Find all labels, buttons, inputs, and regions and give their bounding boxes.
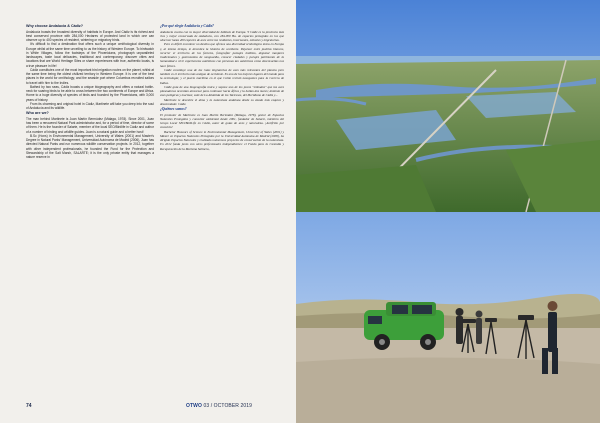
heading-why-choose: Why choose Andalucia & Cádiz? xyxy=(26,24,84,28)
english-paragraph: The man behind Martinete is Juan Martín Bermúdez (Málaga, 1978). Since 2001, Juan has been a renowned Natural Park administrator and, for a period of time, director of some of them. He is the founder of Salarte, member of the local SEO/Birdlife in Cádiz and author of a number of birding and wildlife guides. Juan is a natural guide and a better host! xyxy=(26,116,154,134)
english-paragraph: Andalucía boasts the broadest diversity of habitats in Europe. And Cádiz is its richest and best conserved province with 284,000 Hectares of protected land in which one can observe up to 400 species of resident, wintering or migratory birds. xyxy=(26,29,154,43)
english-paragraph: It's difficult to find a destination that offers such a unique ornithological diversity in Europe whilst at the same time unveiling to us the history of Western Europe. To birdwatch in White Villages, follow the footsteps of the Phoenicians, photograph unparalleled landscapes, taste local delicacies, traditional and contemporary, discover cities and locations that are World Heritage Sites or share experiences with true, authentic locals, is a true pleasure in life! xyxy=(26,42,154,68)
beach-scene-illustration xyxy=(296,212,600,423)
english-column xyxy=(26,24,154,396)
page-number: 74 xyxy=(26,403,32,409)
birdwatchers-beach-photo xyxy=(296,212,600,423)
aerial-marsh-illustration xyxy=(296,0,600,212)
spanish-paragraph: Bachelor Honours of Science in Environmental Management, University of Wales (2001) y Máster en Espacios Naturales Protegidos por la Universidad Autónoma de Madrid (2006), ha dirigido Espacios Naturales y realizado numerosos proyectos de conservación de la naturaleza. En 2012 funda junto con otros profesionales independientes: el Fondo para la Custodia y Recuperación de la Marisma Salinera, xyxy=(160,129,284,151)
english-paragraph: Bathed by two seas, Cádiz boasts a unique biogeography and offers a natural bottle-neck for soaring birds to be able to cross between the two continents of Europe and Africa. Home to a huge diversity of species of birds and founded by the Phoenicians, with 3,000 years of history. xyxy=(26,84,154,102)
spanish-paragraph: Cádiz guía de una biogeografía única y supone uno de los pocos "embudos" que las aves planeadoras necesitan atravesar para continuar hacia África y la hallan dos mares; dominio de aves pelágicas y marinas; sede de La Atlántida de los Tartessos, del Meridiano de Cádiz y... xyxy=(160,84,284,98)
spanish-paragraph: Cádiz constituye una de las rutas migratorias de aves más relevantes del planeta pero también es el territorio más antiguo de occidente. Es uno de los mejores lugares del mundo para la ornitología; y el puerto marítimo en el que Colón reclutó navegantes para la Carrera de Indias. xyxy=(160,67,284,85)
aerial-marsh-photo xyxy=(296,0,600,212)
spanish-paragraph: El promotor de Martinete es Juan Martín Bermúdez (Málaga, 1978), gestor de Espacios Naturales Protegidos y consultor ambiental desde 2001, fundador de Salarte, miembro del Grupo Local SEO/BirdLife en Cádiz, autor de guías de aves y naturaleza. ¡Antifrión por vocación! xyxy=(160,112,284,130)
english-paragraph: B.Sc (Hons) in Environmental Management, University of Wales (2001) and Master's Degree in Natural Parks' Management, Universidad Autónoma de Madrid (2006), Juan has directed Natural Parks and run numerous wildlife conservation projects. In 2012, together with other independent professionals, he founded the Fund for the Protection and Stewardship of the Salt Marsh, SALARTE; it is the only private entity that manages a nature reserve in xyxy=(26,133,154,160)
heading-who-are-we: Who are we? xyxy=(26,111,49,116)
spanish-paragraph: Andalucía cuenta con la mayor diversidad de hábitats de Europa. Y Cádiz es la provincia más rica y mejor conservada de Andalucía, con 284.000 Ha. de espacios protegidos en los que observar hasta 400 especies de aves entre las residentes, invernantes, estivales y migratorias. xyxy=(160,29,284,43)
english-paragraph: Cádiz constitutes one of the most important bird migration routes on the planet, whilst at the same time being the oldest civilized territory in Western Europe. It is one of the best places in the world for ornithology; and the seaside port where Columbus recruited sailors to travel with him to the Indies. xyxy=(26,67,154,85)
spanish-paragraph: Martinete te descubre el alma y la naturaleza andaluza desde su ánodo más esquivo y desenredado: Cádiz. xyxy=(160,97,284,106)
spanish-column xyxy=(160,24,284,396)
issue-line xyxy=(186,403,252,409)
magazine-name: OTWO xyxy=(186,403,202,409)
issue-date: 03 / OCTOBER 2019 xyxy=(203,403,253,409)
heading-quienes-somos: ¿Quiénes somos? xyxy=(160,107,187,112)
spanish-paragraph: Pero es difícil encontrar un destino que ofrezca una diversidad ornitológica única en Europa y, al mismo tiempo, te descubra la historia de occidente. Pajarear entre pueblos blancos, recorrer el territorio de los fenicios, fotografiar paisajes inéditos, degustar manjares tradicionales y gastronomía de vanguardia, conocer ciudades y parajes patrimonio de la humanidad o vivir experiencias auténticas con personas tan auténticas como desenvueltas nos hace felices. xyxy=(160,42,284,68)
english-paragraph: From its charming and original hotel in Cádiz, Martinete will take you deep into the soul of Andalucía and its wildlife. xyxy=(26,101,154,111)
heading-por-que-elegir: ¿Por qué elegir Andalucía y Cádiz? xyxy=(160,24,214,28)
